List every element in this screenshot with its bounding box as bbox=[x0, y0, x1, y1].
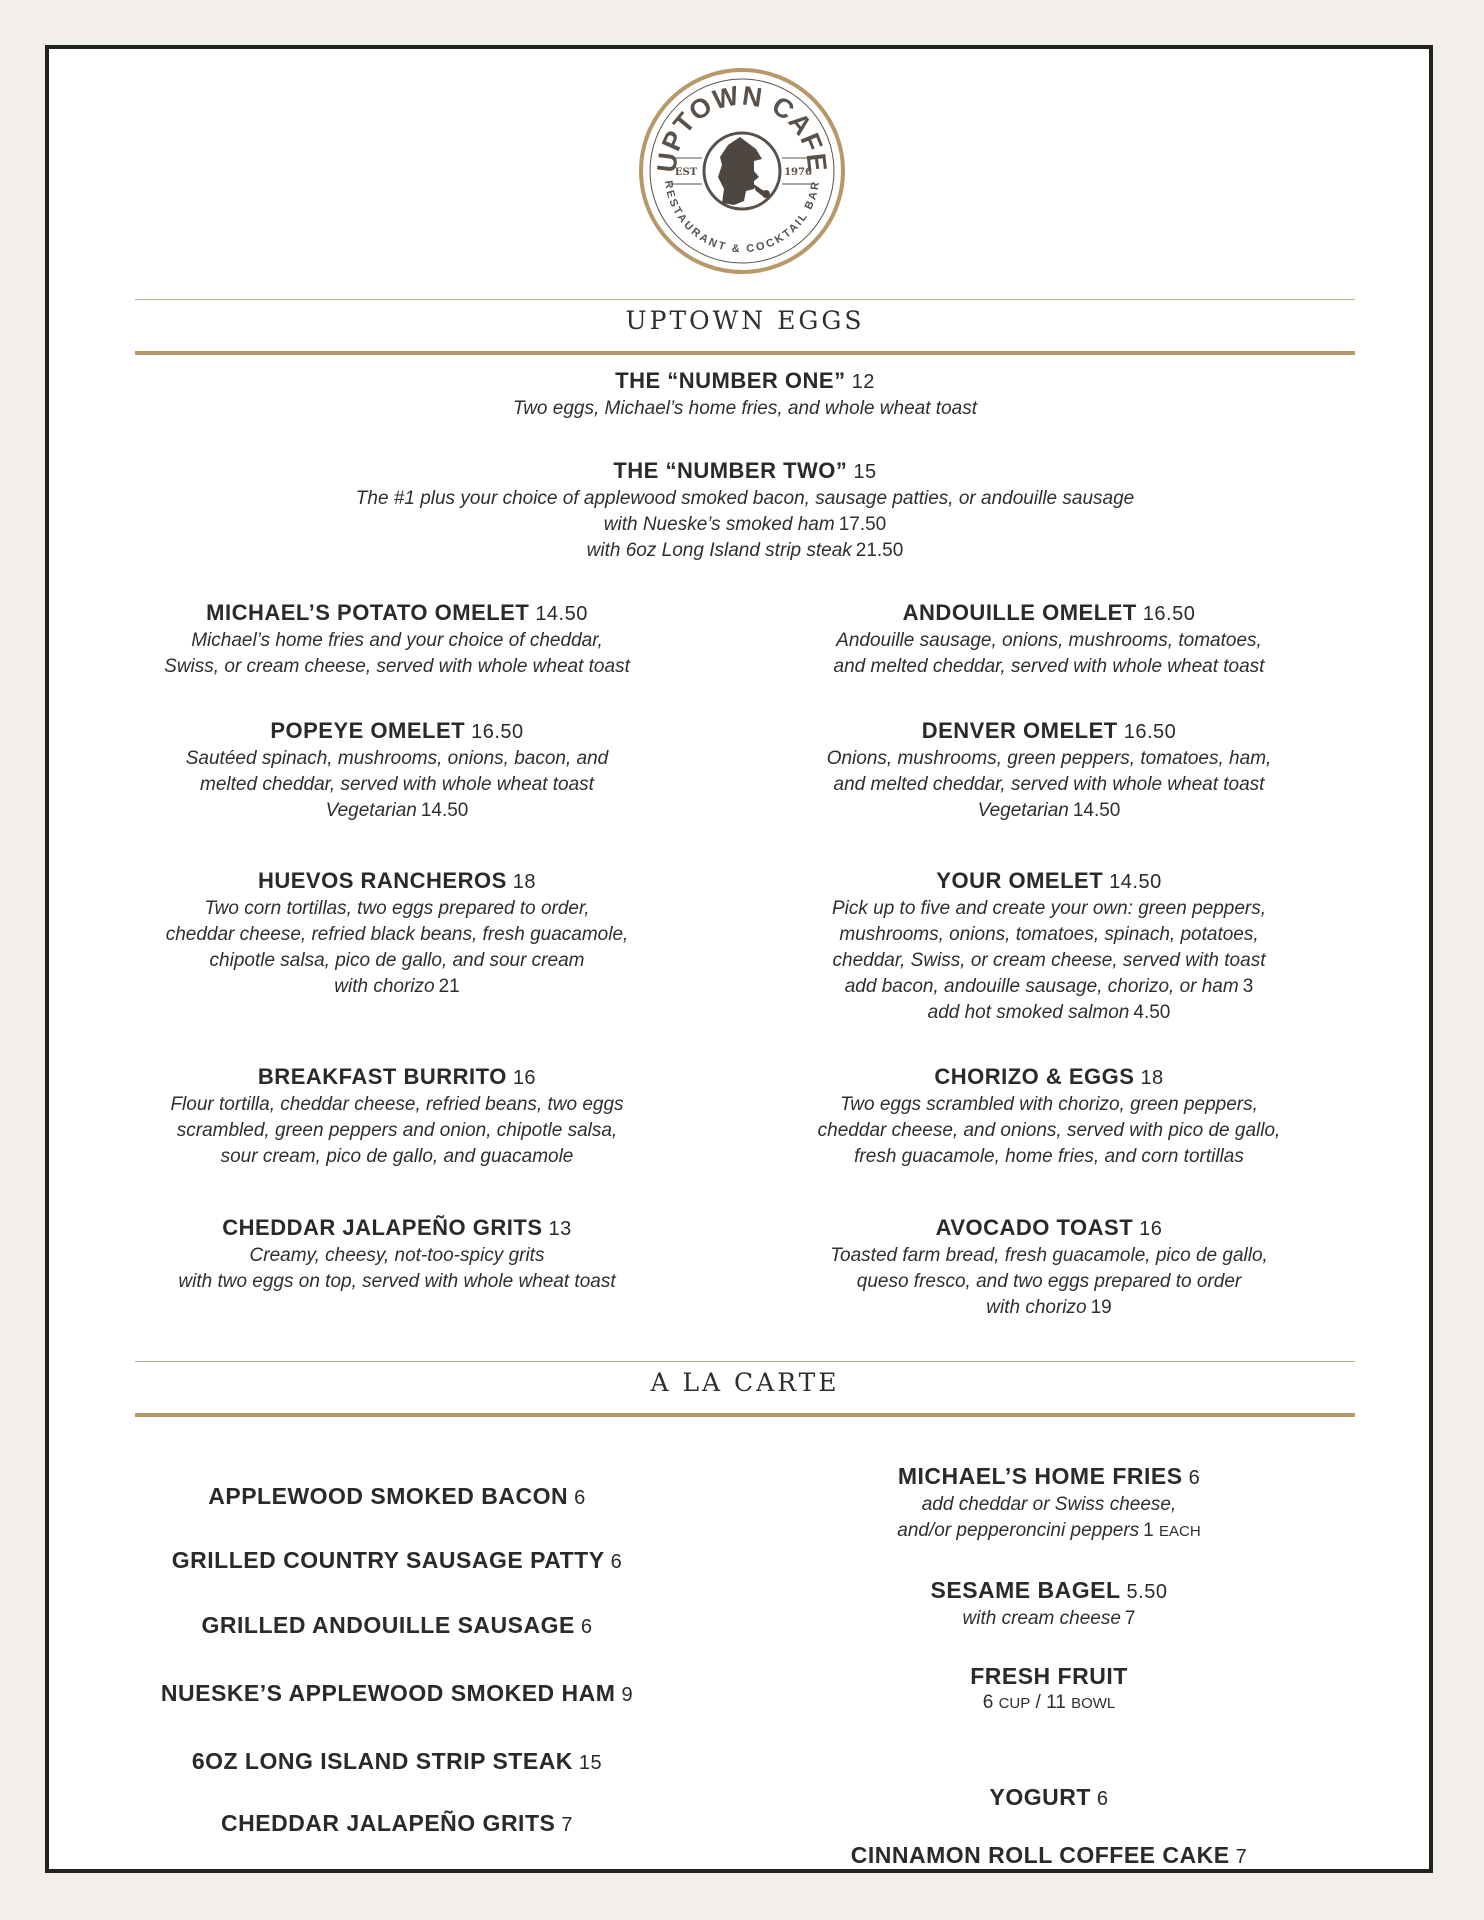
item-price: 16 bbox=[512, 1067, 537, 1089]
item-description: and melted cheddar, served with whole wheat toast bbox=[833, 774, 1265, 795]
item-name: SESAME BAGEL 5.50 bbox=[930, 1577, 1168, 1603]
item-description: Creamy, cheesy, not-too-spicy grits bbox=[249, 1245, 545, 1266]
item-option: with 6oz Long Island strip steak 21.50 bbox=[586, 540, 904, 561]
menu-item-cheddar-grits bbox=[135, 1214, 659, 1295]
item-name: YOUR OMELET 14.50 bbox=[936, 868, 1162, 893]
item-name: ANDOUILLE OMELET 16.50 bbox=[902, 600, 1196, 625]
item-description: Sautéed spinach, mushrooms, onions, bacon, and bbox=[185, 748, 609, 769]
item-name: THE “NUMBER TWO” 15 bbox=[613, 458, 877, 483]
item-name: CHEDDAR JALAPEÑO GRITS 7 bbox=[221, 1810, 573, 1836]
item-description: chipotle salsa, pico de gallo, and sour cream bbox=[209, 950, 585, 971]
item-name: GRILLED ANDOUILLE SAUSAGE 6 bbox=[201, 1612, 593, 1638]
alc-item bbox=[135, 1547, 659, 1576]
item-price: 16 bbox=[1139, 1218, 1163, 1240]
alc-item-home-fries bbox=[749, 1463, 1349, 1545]
item-name: APPLEWOOD SMOKED BACON 6 bbox=[208, 1483, 586, 1509]
uptown-cafe-logo bbox=[636, 65, 848, 277]
item-price: 16.50 bbox=[1123, 721, 1177, 743]
item-description: scrambled, green peppers and onion, chipotle salsa, bbox=[176, 1120, 618, 1141]
menu-item-number-one bbox=[135, 367, 1355, 422]
item-price: 16.50 bbox=[471, 721, 524, 743]
item-price: 6 bbox=[610, 1551, 623, 1573]
alc-item-sesame-bagel bbox=[749, 1577, 1349, 1632]
item-price: 6 bbox=[1188, 1467, 1201, 1489]
item-option: Vegetarian 14.50 bbox=[977, 800, 1121, 821]
item-description: Andouille sausage, onions, mushrooms, tomatoes, bbox=[836, 630, 1262, 651]
item-name: 6OZ LONG ISLAND STRIP STEAK 15 bbox=[191, 1748, 603, 1774]
item-price: 15 bbox=[578, 1752, 603, 1774]
item-price: 6 bbox=[580, 1616, 593, 1638]
item-description: Two corn tortillas, two eggs prepared to order, bbox=[204, 898, 590, 919]
item-name: CINNAMON ROLL COFFEE CAKE 7 bbox=[850, 1842, 1248, 1868]
menu-item-breakfast-burrito bbox=[135, 1063, 659, 1170]
item-price: 14.50 bbox=[535, 603, 588, 625]
logo-est: EST bbox=[674, 167, 698, 178]
logo-name-text: UPTOWN CAFE bbox=[651, 80, 833, 175]
divider-thick bbox=[135, 1413, 1355, 1417]
item-description: and melted cheddar, served with whole wheat toast bbox=[833, 656, 1265, 677]
item-name: CHEDDAR JALAPEÑO GRITS 13 bbox=[222, 1215, 572, 1240]
menu-item-huevos-rancheros bbox=[135, 867, 659, 1000]
section-header-uptown-eggs bbox=[135, 299, 1355, 355]
item-description: Swiss, or cream cheese, served with whole wheat toast bbox=[164, 656, 630, 677]
item-option: with cream cheese 7 bbox=[962, 1608, 1136, 1629]
alc-item bbox=[135, 1612, 659, 1641]
item-description: cheddar cheese, and onions, served with pico de gallo, bbox=[817, 1120, 1281, 1141]
item-price: 9 bbox=[621, 1684, 634, 1706]
item-name: DENVER OMELET 16.50 bbox=[921, 718, 1177, 743]
item-name: GRILLED COUNTRY SAUSAGE PATTY 6 bbox=[171, 1547, 623, 1573]
item-name: AVOCADO TOAST 16 bbox=[935, 1215, 1163, 1240]
item-price: 5.50 bbox=[1126, 1581, 1168, 1603]
divider-thin bbox=[135, 1361, 1355, 1362]
menu-item-avocado-toast bbox=[749, 1214, 1349, 1321]
item-description: The #1 plus your choice of applewood smoked bacon, sausage patties, or andouille sausage bbox=[355, 488, 1135, 509]
item-price: 15 bbox=[853, 461, 877, 483]
logo-tagline-text: RESTAURANT & COCKTAIL BAR bbox=[661, 179, 823, 256]
menu-item-denver-omelet bbox=[749, 717, 1349, 824]
item-sizes: 6 CUP / 11 BOWL bbox=[982, 1692, 1116, 1713]
alc-item-coffee-cake bbox=[749, 1842, 1349, 1871]
item-description: with two eggs on top, served with whole wheat toast bbox=[178, 1271, 616, 1292]
item-name: NUESKE’S APPLEWOOD SMOKED HAM 9 bbox=[160, 1680, 634, 1706]
item-description: cheddar, Swiss, or cream cheese, served with toast bbox=[832, 950, 1266, 971]
item-name: THE “NUMBER ONE” 12 bbox=[615, 368, 875, 393]
alc-item bbox=[135, 1483, 659, 1512]
item-price: 12 bbox=[851, 371, 875, 393]
item-option: with chorizo 19 bbox=[986, 1297, 1112, 1318]
logo-year: 1976 bbox=[784, 167, 812, 178]
item-description: cheddar cheese, refried black beans, fresh guacamole, bbox=[165, 924, 629, 945]
item-option: with Nueske’s smoked ham 17.50 bbox=[603, 514, 887, 535]
item-description: Flour tortilla, cheddar cheese, refried beans, two eggs bbox=[170, 1094, 624, 1115]
menu-item-potato-omelet bbox=[135, 599, 659, 680]
item-description: Toasted farm bread, fresh guacamole, pico de gallo, bbox=[830, 1245, 1268, 1266]
item-price: 16.50 bbox=[1142, 603, 1196, 625]
item-description: Two eggs scrambled with chorizo, green peppers, bbox=[840, 1094, 1258, 1115]
menu-item-number-two bbox=[135, 457, 1355, 564]
item-description: queso fresco, and two eggs prepared to order bbox=[856, 1271, 1242, 1292]
item-description: Pick up to five and create your own: green peppers, bbox=[831, 898, 1267, 919]
item-option: with chorizo 21 bbox=[334, 976, 460, 997]
item-name: YOGURT 6 bbox=[989, 1784, 1109, 1810]
item-description: sour cream, pico de gallo, and guacamole bbox=[220, 1146, 574, 1167]
menu-item-chorizo-eggs bbox=[749, 1063, 1349, 1170]
divider-thick bbox=[135, 351, 1355, 355]
item-name: CHORIZO & EGGS 18 bbox=[934, 1064, 1164, 1089]
item-name: FRESH FRUIT bbox=[970, 1663, 1128, 1689]
menu-frame bbox=[45, 45, 1433, 1873]
section-title: UPTOWN EGGS bbox=[625, 306, 865, 335]
item-name: BREAKFAST BURRITO 16 bbox=[257, 1064, 537, 1089]
item-description: mushrooms, onions, tomatoes, spinach, potatoes, bbox=[839, 924, 1259, 945]
item-description: Onions, mushrooms, green peppers, tomatoes, ham, bbox=[826, 748, 1272, 769]
item-price: 13 bbox=[548, 1218, 572, 1240]
section-header-a-la-carte bbox=[135, 1361, 1355, 1417]
item-option: Vegetarian 14.50 bbox=[325, 800, 469, 821]
item-name: MICHAEL’S HOME FRIES 6 bbox=[897, 1463, 1201, 1489]
item-option: and/or pepperoncini peppers 1 EACH bbox=[897, 1520, 1201, 1541]
item-name: POPEYE OMELET 16.50 bbox=[270, 718, 524, 743]
item-description: fresh guacamole, home fries, and corn tortillas bbox=[854, 1146, 1244, 1167]
section-title: A LA CARTE bbox=[650, 1368, 840, 1397]
item-price: 7 bbox=[1235, 1846, 1248, 1868]
alc-item bbox=[135, 1680, 659, 1709]
item-price: 6 bbox=[574, 1487, 586, 1509]
item-description: Two eggs, Michael’s home fries, and whole wheat toast bbox=[513, 398, 977, 419]
item-option: add bacon, andouille sausage, chorizo, or ham 3 bbox=[844, 976, 1254, 997]
alc-item bbox=[135, 1748, 659, 1777]
item-name: MICHAEL’S POTATO OMELET 14.50 bbox=[206, 600, 588, 625]
alc-item bbox=[135, 1810, 659, 1839]
item-price: 14.50 bbox=[1109, 871, 1162, 893]
alc-item-fresh-fruit bbox=[749, 1663, 1349, 1717]
divider-thin bbox=[135, 299, 1355, 300]
item-option: add hot smoked salmon 4.50 bbox=[927, 1002, 1171, 1023]
item-price: 18 bbox=[512, 871, 537, 893]
item-description: Michael’s home fries and your choice of cheddar, bbox=[191, 630, 603, 651]
menu-item-andouille-omelet bbox=[749, 599, 1349, 680]
item-description: melted cheddar, served with whole wheat toast bbox=[200, 774, 594, 795]
item-name: HUEVOS RANCHEROS 18 bbox=[257, 868, 537, 893]
item-description: add cheddar or Swiss cheese, bbox=[921, 1494, 1177, 1515]
item-price: 18 bbox=[1140, 1067, 1164, 1089]
menu-item-your-omelet bbox=[749, 867, 1349, 1026]
item-price: 6 bbox=[1096, 1788, 1109, 1810]
menu-item-popeye-omelet bbox=[135, 717, 659, 824]
alc-item-yogurt bbox=[749, 1784, 1349, 1813]
item-price: 7 bbox=[561, 1814, 573, 1836]
